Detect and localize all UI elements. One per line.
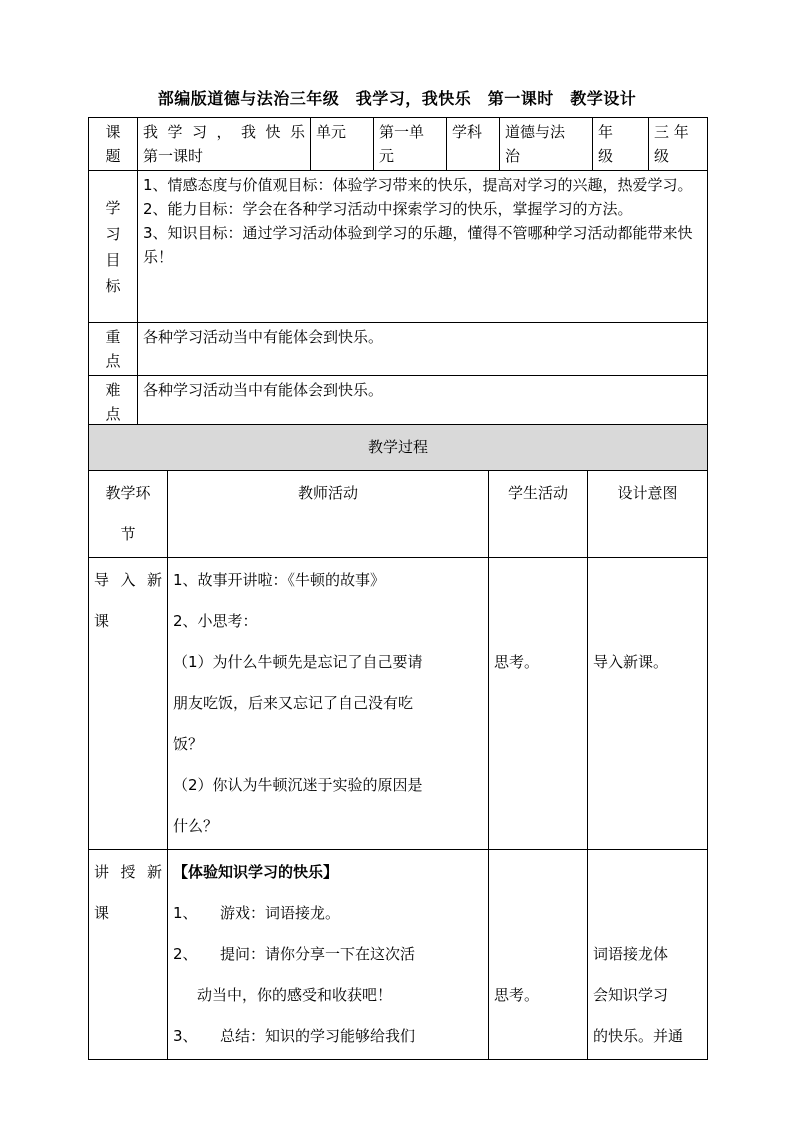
col-student-header: 学生活动 xyxy=(489,471,588,558)
col-stage-header: 教学环 节 xyxy=(89,471,168,558)
table-row xyxy=(89,558,708,850)
subject-label: 学科 xyxy=(447,118,500,171)
grade-label: 年 级 xyxy=(593,118,649,171)
teacher-activity-cell: 【体验知识学习的快乐】 1、 游戏：词语接龙。 2、 提问：请你分享一下在这次活 动当中，你的感受和收获吧！ 3、 总结：知识的学习能够给我们 xyxy=(168,850,489,1060)
goal-item: 1、情感态度与价值观目标：体验学习带来的快乐，提高对学习的兴趣，热爱学习。 xyxy=(143,176,693,194)
difficulty-label: 难 点 xyxy=(89,376,138,429)
goals-row xyxy=(89,171,708,323)
difficulty-row xyxy=(89,376,708,429)
teaching-process-table xyxy=(88,424,708,1060)
col-intent-header: 设计意图 xyxy=(588,471,708,558)
intent-cell: 导入新课。 xyxy=(588,558,708,850)
column-header-row xyxy=(89,471,708,558)
lesson-info-table xyxy=(88,117,708,429)
topic-label: 课 题 xyxy=(89,118,138,171)
key-point-row xyxy=(89,323,708,376)
process-header: 教学过程 xyxy=(89,425,708,471)
subject-value: 道德与法 治 xyxy=(500,118,593,171)
goal-item: 3、知识目标：通过学习活动体验到学习的乐趣，懂得不管哪种学习活动都能带来快乐！ xyxy=(143,224,693,266)
goal-item: 2、能力目标：学会在各种学习活动中探索学习的快乐，掌握学习的方法。 xyxy=(143,200,633,218)
table-row xyxy=(89,850,708,1060)
key-point-label: 重 点 xyxy=(89,323,138,376)
student-activity-cell: 思考。 xyxy=(489,558,588,850)
process-header-row xyxy=(89,425,708,471)
stage-cell: 讲 授 新 课 xyxy=(89,850,168,1060)
document-title: 部编版道德与法治三年级 我学习，我快乐 第一课时 教学设计 xyxy=(157,89,637,108)
student-activity-cell: 思考。 xyxy=(489,850,588,1060)
grade-value: 三 年 级 xyxy=(649,118,708,171)
key-point-value: 各种学习活动当中有能体会到快乐。 xyxy=(138,323,708,376)
col-teacher-header: 教师活动 xyxy=(168,471,489,558)
topic-row xyxy=(89,118,708,171)
unit-value: 第一单 元 xyxy=(374,118,447,171)
goals-content xyxy=(138,171,708,323)
difficulty-value: 各种学习活动当中有能体会到快乐。 xyxy=(138,376,708,429)
goals-label: 学 习 目 标 xyxy=(89,171,138,323)
teacher-activity-cell: 1、故事开讲啦：《牛顿的故事》 2、小思考： （1）为什么牛顿先是忘记了自己要请 朋友吃饭，后来又忘记了自己没有吃 饭？ （2）你认为牛顿沉迷于实验的原因是 什么？ xyxy=(168,558,489,850)
stage-cell: 导 入 新 课 xyxy=(89,558,168,850)
topic-value: 我 学 习 ， 我 快 乐 第一课时 xyxy=(138,118,311,171)
unit-label: 单元 xyxy=(311,118,374,171)
intent-cell: 词语接龙体 会知识学习 的快乐。并通 xyxy=(588,850,708,1060)
